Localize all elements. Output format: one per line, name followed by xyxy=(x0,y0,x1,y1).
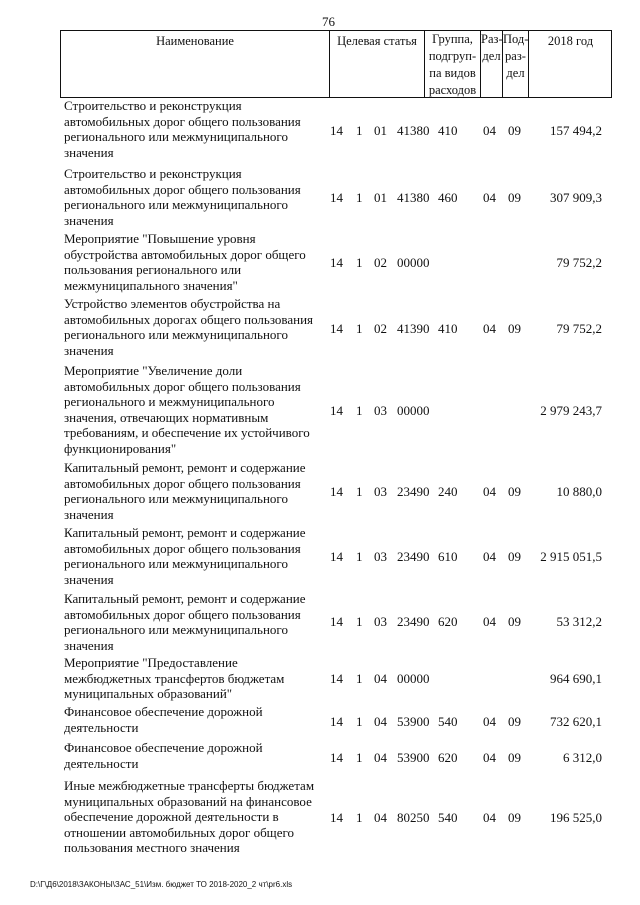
header-group-line: расходов xyxy=(428,83,477,97)
row-amount: 53 312,2 xyxy=(556,614,602,629)
row-name: Мероприятие "Увеличение доли автомобильных дорог общего пользования регионального и межмуниципального значения, отвечающих нормативным требованиям, и обеспечение их устойчивого функционирования" xyxy=(64,363,310,456)
row-name: Мероприятие "Предоставление межбюджетных трансфертов бюджетам муниципальных образований" xyxy=(64,655,285,701)
header-year: 2018 год xyxy=(528,31,612,97)
row-p1: 14 xyxy=(330,123,343,138)
row-name: Капитальный ремонт, ремонт и содержание автомобильных дорог общего пользования регионального или межмуниципального значения xyxy=(64,460,306,522)
row-p4: 00000 xyxy=(397,403,430,418)
row-name: Устройство элементов обустройства на автомобильных дорогах общего пользования регионального или межмуниципального значения xyxy=(64,296,314,358)
row-name: Финансовое обеспечение дорожной деятельности xyxy=(64,704,263,735)
header-subsection-line: раз- xyxy=(505,49,526,63)
row-p4: 23490 xyxy=(397,549,430,564)
table-row xyxy=(60,98,612,164)
row-amount: 2 915 051,5 xyxy=(540,549,602,564)
row-p2: 1 xyxy=(356,403,363,418)
table-header xyxy=(60,30,612,98)
page-number: 76 xyxy=(322,14,335,29)
row-name: Мероприятие "Повышение уровня обустройства автомобильных дорог общего пользования регионального или межмуниципального значения" xyxy=(64,231,306,293)
row-p1: 14 xyxy=(330,549,343,564)
row-p4: 00000 xyxy=(397,671,430,686)
row-p1: 14 xyxy=(330,614,343,629)
row-p2: 1 xyxy=(356,549,363,564)
header-group-line: подгруп- xyxy=(428,49,477,63)
row-p2: 1 xyxy=(356,190,363,205)
header-section xyxy=(480,31,502,97)
row-p3: 01 xyxy=(374,123,387,138)
row-p4: 23490 xyxy=(397,484,430,499)
header-section-line: дел xyxy=(482,49,501,63)
row-subsection: 09 xyxy=(508,750,521,765)
row-subsection: 09 xyxy=(508,549,521,564)
table-row xyxy=(60,166,612,230)
row-p4: 53900 xyxy=(397,714,430,729)
row-p3: 03 xyxy=(374,614,387,629)
header-target: Целевая статья xyxy=(329,31,424,97)
row-p2: 1 xyxy=(356,614,363,629)
row-section: 04 xyxy=(483,484,496,499)
row-amount: 157 494,2 xyxy=(550,123,602,138)
row-name: Финансовое обеспечение дорожной деятельности xyxy=(64,740,263,771)
row-amount: 732 620,1 xyxy=(550,714,602,729)
row-p3: 01 xyxy=(374,190,387,205)
row-subsection: 09 xyxy=(508,321,521,336)
header-group xyxy=(424,31,480,97)
row-p4: 23490 xyxy=(397,614,430,629)
row-p3: 02 xyxy=(374,321,387,336)
row-section: 04 xyxy=(483,190,496,205)
row-section: 04 xyxy=(483,750,496,765)
table-row xyxy=(60,363,612,459)
table-row xyxy=(60,704,612,739)
header-group-line: Группа, xyxy=(432,32,473,46)
row-group: 460 xyxy=(438,190,458,205)
row-amount: 307 909,3 xyxy=(550,190,602,205)
row-p1: 14 xyxy=(330,190,343,205)
table-row xyxy=(60,231,612,295)
row-p3: 04 xyxy=(374,671,387,686)
row-name: Строительство и реконструкция автомобильных дорог общего пользования регионального или межмуниципального значения xyxy=(64,98,301,160)
table-row xyxy=(60,460,612,524)
header-name: Наименование xyxy=(156,34,234,48)
header-group-line: па видов xyxy=(429,66,476,80)
table-row xyxy=(60,655,612,703)
header-subsection xyxy=(502,31,528,97)
table-row xyxy=(60,778,612,858)
row-section: 04 xyxy=(483,810,496,825)
row-group: 410 xyxy=(438,123,458,138)
row-amount: 964 690,1 xyxy=(550,671,602,686)
row-section: 04 xyxy=(483,549,496,564)
row-p1: 14 xyxy=(330,255,343,270)
row-p1: 14 xyxy=(330,810,343,825)
row-p2: 1 xyxy=(356,750,363,765)
row-group: 410 xyxy=(438,321,458,336)
row-p4: 80250 xyxy=(397,810,430,825)
row-subsection: 09 xyxy=(508,810,521,825)
row-name: Капитальный ремонт, ремонт и содержание автомобильных дорог общего пользования регионального или межмуниципального значения xyxy=(64,591,306,653)
row-p1: 14 xyxy=(330,750,343,765)
row-amount: 10 880,0 xyxy=(556,484,602,499)
row-amount: 79 752,2 xyxy=(556,255,602,270)
row-p3: 04 xyxy=(374,810,387,825)
row-subsection: 09 xyxy=(508,484,521,499)
row-p3: 04 xyxy=(374,714,387,729)
row-group: 620 xyxy=(438,614,458,629)
table-row xyxy=(60,591,612,653)
table-row xyxy=(60,525,612,589)
row-group: 620 xyxy=(438,750,458,765)
row-amount: 79 752,2 xyxy=(556,321,602,336)
row-p1: 14 xyxy=(330,403,343,418)
row-p3: 03 xyxy=(374,484,387,499)
row-subsection: 09 xyxy=(508,614,521,629)
row-p2: 1 xyxy=(356,123,363,138)
row-p4: 00000 xyxy=(397,255,430,270)
row-p2: 1 xyxy=(356,671,363,686)
row-section: 04 xyxy=(483,321,496,336)
row-p4: 41390 xyxy=(397,321,430,336)
row-amount: 196 525,0 xyxy=(550,810,602,825)
row-p3: 03 xyxy=(374,549,387,564)
row-subsection: 09 xyxy=(508,190,521,205)
row-p2: 1 xyxy=(356,321,363,336)
row-p4: 41380 xyxy=(397,123,430,138)
row-p4: 41380 xyxy=(397,190,430,205)
row-p2: 1 xyxy=(356,714,363,729)
table-row xyxy=(60,740,612,776)
file-path-footer: D:\Г\Д6\2018\ЗАКОНЫ\ЗАС_51\Изм. бюджет ТО 2018-2020_2 чт\pr6.xls xyxy=(30,880,293,889)
row-p3: 02 xyxy=(374,255,387,270)
row-section: 04 xyxy=(483,714,496,729)
row-amount: 6 312,0 xyxy=(563,750,602,765)
row-p1: 14 xyxy=(330,321,343,336)
row-group: 240 xyxy=(438,484,458,499)
row-name: Строительство и реконструкция автомобильных дорог общего пользования регионального или межмуниципального значения xyxy=(64,166,301,228)
row-name: Иные межбюджетные трансферты бюджетам муниципальных образований на финансовое обеспечение дорожной деятельности в отношении автомобильных дорог общего пользования местного значения xyxy=(64,778,315,855)
row-amount: 2 979 243,7 xyxy=(540,403,602,418)
row-section: 04 xyxy=(483,614,496,629)
row-p2: 1 xyxy=(356,255,363,270)
row-section: 04 xyxy=(483,123,496,138)
header-subsection-line: Под- xyxy=(503,32,529,46)
row-p3: 03 xyxy=(374,403,387,418)
row-group: 540 xyxy=(438,810,458,825)
row-p3: 04 xyxy=(374,750,387,765)
row-name: Капитальный ремонт, ремонт и содержание автомобильных дорог общего пользования регионального или межмуниципального значения xyxy=(64,525,306,587)
row-group: 540 xyxy=(438,714,458,729)
row-p1: 14 xyxy=(330,484,343,499)
header-section-line: Раз- xyxy=(481,32,503,46)
row-subsection: 09 xyxy=(508,123,521,138)
row-subsection: 09 xyxy=(508,714,521,729)
row-group: 610 xyxy=(438,549,458,564)
table-row xyxy=(60,296,612,362)
row-p2: 1 xyxy=(356,810,363,825)
row-p1: 14 xyxy=(330,714,343,729)
row-p4: 53900 xyxy=(397,750,430,765)
row-p2: 1 xyxy=(356,484,363,499)
header-subsection-line: дел xyxy=(506,66,525,80)
row-p1: 14 xyxy=(330,671,343,686)
